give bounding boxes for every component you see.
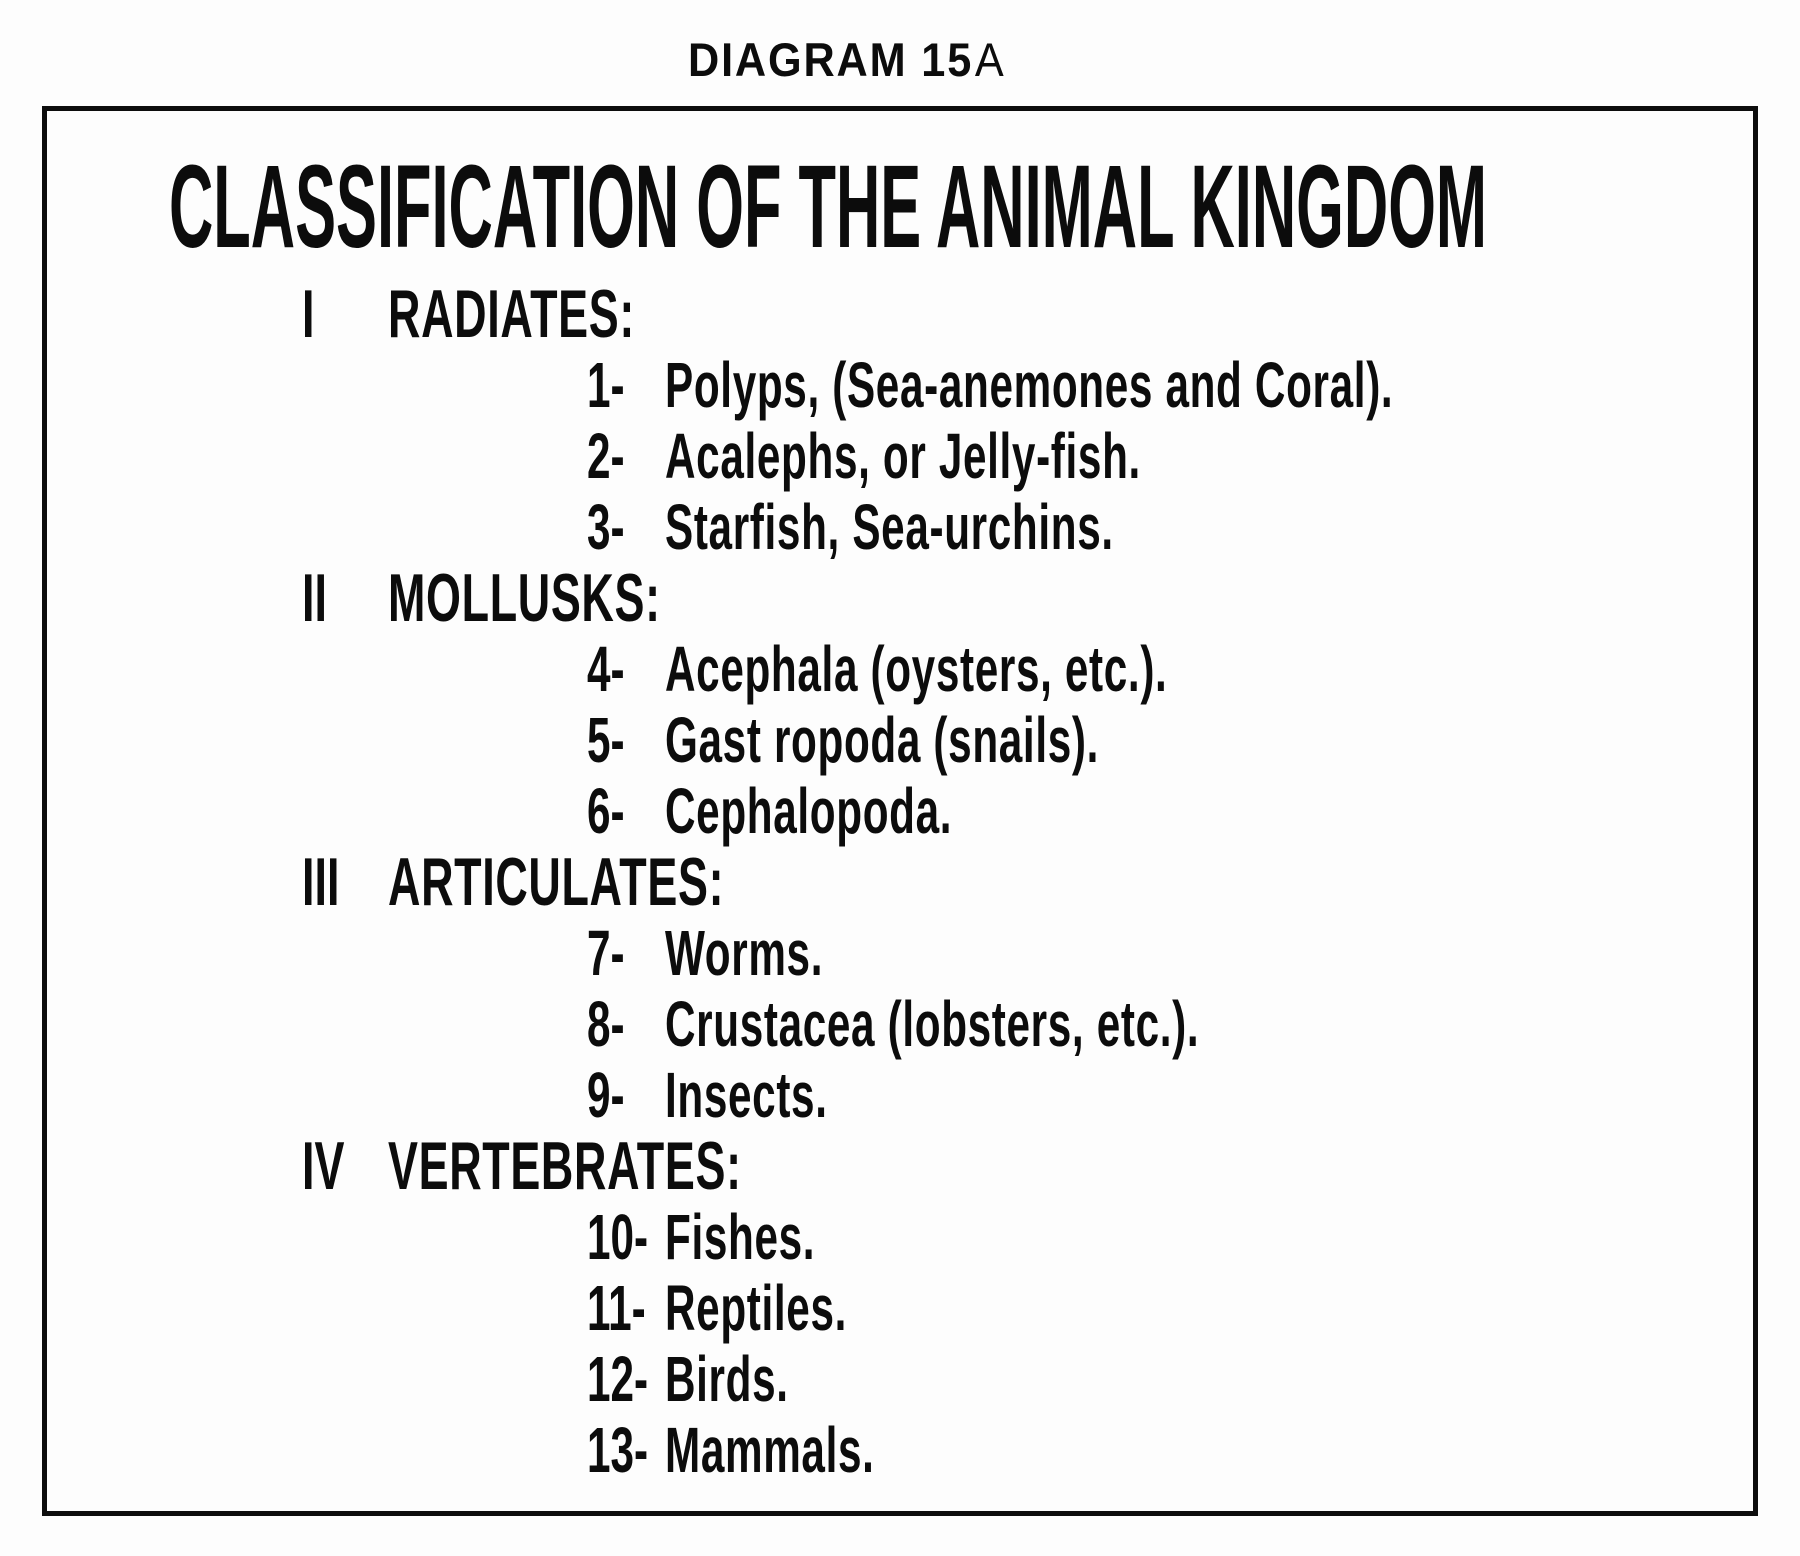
item-number: 2- (587, 420, 625, 492)
list-item-worms (47, 918, 1753, 989)
section-numeral: I (302, 276, 315, 352)
section-numeral: IV (302, 1128, 345, 1204)
list-item-insects (47, 1060, 1753, 1131)
figure-caption-suffix: A (974, 33, 1005, 86)
list-item-crustacea (47, 989, 1753, 1060)
page-title: CLASSIFICATION OF THE ANIMAL KINGDOM (169, 141, 1488, 273)
item-label: Acalephs, or Jelly-fish. (665, 420, 1141, 492)
item-label: Mammals. (665, 1414, 875, 1486)
list-item-reptiles (47, 1273, 1753, 1344)
list-item-polyps (47, 350, 1753, 421)
item-number: 4- (587, 633, 625, 705)
item-number: 6- (587, 775, 625, 847)
item-label: Reptiles. (665, 1272, 847, 1344)
section-radiates (47, 276, 1753, 352)
item-number: 13- (587, 1414, 649, 1486)
list-item-cephalopoda (47, 776, 1753, 847)
figure-caption-number: DIAGRAM 15 (688, 33, 974, 86)
item-label: Crustacea (lobsters, etc.). (665, 988, 1200, 1060)
section-name: VERTEBRATES: (388, 1128, 742, 1204)
section-numeral: III (302, 844, 340, 920)
figure-caption (688, 33, 1005, 86)
section-name: RADIATES: (388, 276, 635, 352)
section-articulates (47, 844, 1753, 920)
item-label: Polyps, (Sea-anemones and Coral). (665, 349, 1394, 421)
section-name: MOLLUSKS: (388, 560, 661, 636)
diagram-frame (42, 106, 1758, 1516)
item-number: 1- (587, 349, 625, 421)
item-number: 10- (587, 1201, 649, 1273)
item-number: 5- (587, 704, 625, 776)
item-label: Birds. (665, 1343, 789, 1415)
section-mollusks (47, 560, 1753, 636)
item-label: Insects. (665, 1059, 828, 1131)
item-label: Cephalopoda. (665, 775, 953, 847)
item-label: Worms. (665, 917, 824, 989)
item-number: 12- (587, 1343, 649, 1415)
section-vertebrates (47, 1128, 1753, 1204)
list-item-starfish (47, 492, 1753, 563)
item-number: 3- (587, 491, 625, 563)
list-item-mammals (47, 1415, 1753, 1486)
section-name: ARTICULATES: (388, 844, 725, 920)
list-item-gastropoda (47, 705, 1753, 776)
list-item-fishes (47, 1202, 1753, 1273)
item-label: Gast ropoda (snails). (665, 704, 1099, 776)
item-label: Acephala (oysters, etc.). (665, 633, 1168, 705)
item-number: 11- (587, 1272, 646, 1344)
section-numeral: II (302, 560, 327, 636)
list-item-acalephs (47, 421, 1753, 492)
item-label: Starfish, Sea-urchins. (665, 491, 1114, 563)
item-number: 7- (587, 917, 625, 989)
item-number: 8- (587, 988, 625, 1060)
item-number: 9- (587, 1059, 625, 1131)
list-item-birds (47, 1344, 1753, 1415)
item-label: Fishes. (665, 1201, 816, 1273)
list-item-acephala (47, 634, 1753, 705)
